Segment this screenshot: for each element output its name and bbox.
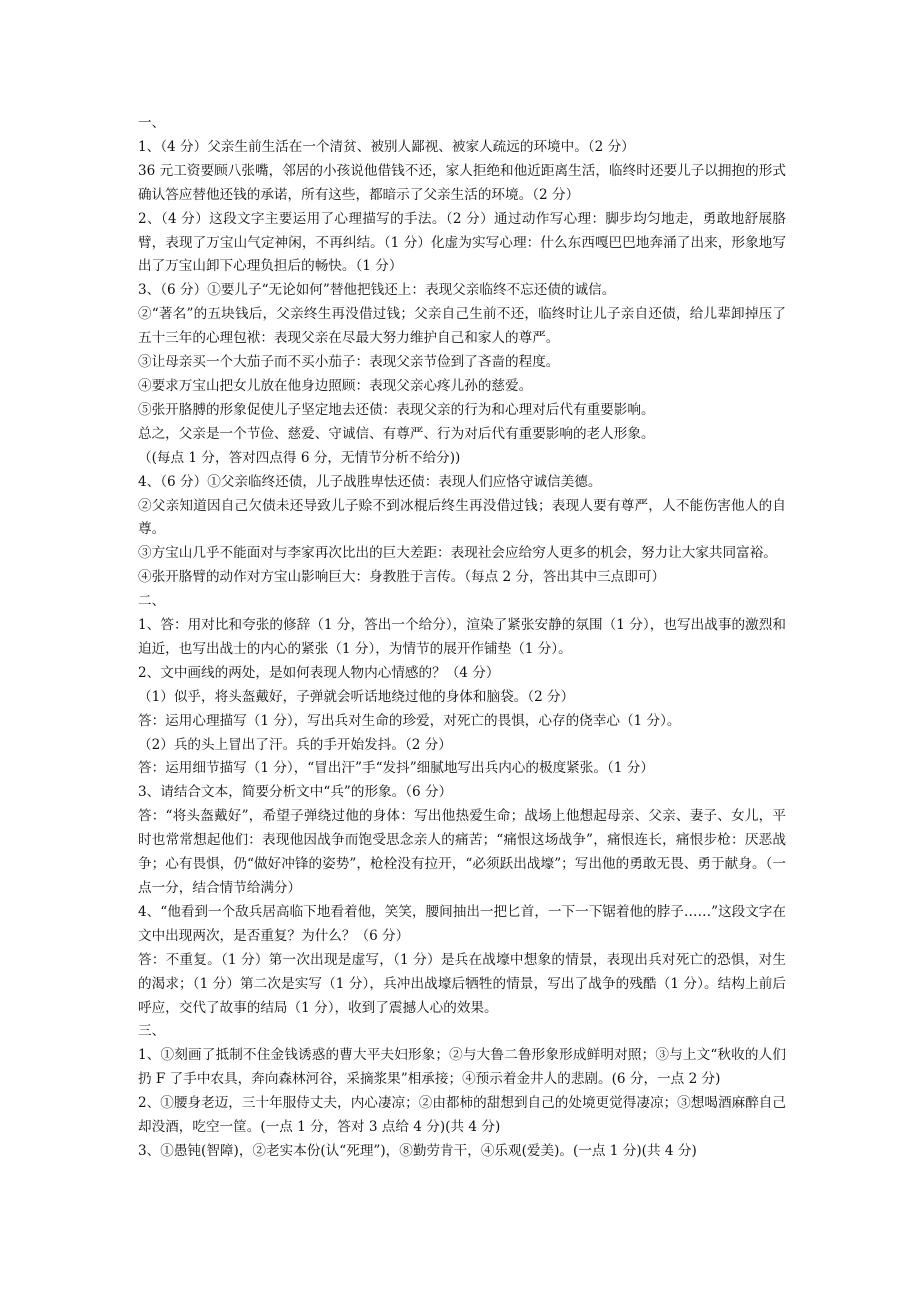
answer-line: ③方宝山几乎不能面对与李家再次比出的巨大差距：表现社会应给穷人更多的机会，努力让大家共同富裕。 [138,545,777,562]
answer-line: 3、①愚钝(智障)，②老实本份(认“死理”)，⑧勤劳肯干，④乐观(爱美)。(一点 1 分)(共 4 分) [138,1142,697,1159]
answer-line: 2、文中画线的两处，是如何表现人物内心情感的？（4 分） [138,664,500,681]
answer-line: 2、（4 分）这段文字主要运用了心理描写的手法。（2 分）通过动作写心理：脚步均匀地走，勇敢地舒展胳臂，表现了万宝山气定神闲，不再纠结。（1 分）化虚为实写心理：什么东西嘎巴巴地奔涌了出来，形象地写出了万宝山卸下心理负担后的畅快。（1 分） [138,210,786,275]
answer-line: 3、请结合文本，简要分析文中“兵”的形象。（6 分） [138,784,453,801]
section-heading-2: 二、 [138,593,166,610]
answer-line: ⑤张开胳膊的形象促使儿子坚定地去还债：表现父亲的行为和心理对后代有重要影响。 [138,401,655,418]
answer-line: 1、答：用对比和夸张的修辞（1 分，答出一个给分），渲染了紧张安静的氛围（1 分），也写出战事的激烈和迫近，也写出战士的内心的紧张（1 分），为情节的展开作铺垫（1 分）。 [138,617,786,657]
section-heading-3: 三、 [138,1023,166,1040]
answer-line: （(每点 1 分，答对四点得 6 分，无情节分析不给分)) [138,449,461,466]
answer-line: 1、（4 分）父亲生前生活在一个清贫、被别人鄙视、被家人疏远的环境中。（2 分） [138,138,635,155]
section-heading-1: 一、 [138,115,166,131]
answer-line: 总之，父亲是一个节俭、慈爱、守诚信、有尊严、行为对后代有重要影响的老人形象。 [138,425,655,442]
answer-line: 答：“将头盔戴好”，希望子弹绕过他的身体：写出他热爱生命；战场上他想起母亲、父亲、妻子、女儿，平时也常常想起他们：表现他因战争而饱受思念亲人的痛苦；“痛恨这场战争”，痛恨连长，痛恨步枪：厌恶战争；心有畏惧，仍“做好冲锋的姿势”，枪栓没有拉开，“必须跃出战壕”；写出他的勇敢无畏、勇于献身。（一点一分，结合情节给满分） [138,808,786,896]
answer-line: ②“著名”的五块钱后，父亲终生再没借过钱；父亲自己生前不还，临终时让儿子亲自还债，给儿辈卸掉压了五十三年的心理包袱：表现父亲在尽最大努力维护自己和家人的尊严。 [138,306,786,347]
answer-line: ③让母亲买一个大茄子而不买小茄子：表现父亲节俭到了吝啬的程度。 [138,354,560,371]
answer-line: ④张开胳臂的动作对方宝山影响巨大：身教胜于言传。（每点 2 分，答出其中三点即可） [138,569,666,586]
answer-line: 答：运用细节描写（1 分），“冒出汗”手“发抖”细腻地写出兵内心的极度紧张。（1 分） [138,760,654,777]
answer-line: 答：不重复。（1 分）第一次出现是虚写，（1 分）是兵在战壕中想象的情景，表现出兵对死亡的恐惧，对生的渴求；（1 分）第二次是实写（1 分），兵冲出战壕后牺牲的情景，写出了战争的残酷（1 分）。结构上前后呼应，交代了故事的结局（1 分），收到了震撼人心的效果。 [138,951,786,1016]
answer-line: （1）似乎，将头盔戴好，子弹就会听话地绕过他的身体和脑袋。（2 分） [138,688,575,705]
answer-line: 36 元工资要顾八张嘴，邻居的小孩说他借钱不还，家人拒绝和他近距离生活，临终时还要儿子以拥抱的形式确认答应替他还钱的承诺，所有这些，都暗示了父亲生活的环境。（2 分） [138,162,786,203]
answer-line: ②父亲知道因自己欠债未还导致儿子赊不到冰棍后终生再没借过钱；表现人要有尊严，人不能伤害他人的自尊。 [138,497,786,538]
answer-line: 1、①刻画了抵制不住金钱诱惑的曹大平夫妇形象；②与大鲁二鲁形象形成鲜明对照；③与上文“秋收的人们扔 F 了手中农具，奔向森林河谷，采摘浆果”相承接；④预示着金井人的悲剧。(6 分，一点 2 分) [138,1047,786,1088]
answer-line: ④要求万宝山把女儿放在他身边照顾：表现父亲心疼儿孙的慈爱。 [138,377,533,394]
answer-line: （2）兵的头上冒出了汗。兵的手开始发抖。（2 分） [138,736,452,753]
answer-line: 2、①腰身老迈，三十年服侍丈夫，内心凄凉；②由都柿的甜想到自己的处境更觉得凄凉；③想喝酒麻醉自己却没酒，吃空一筐。(一点 1 分，答对 3 点给 4 分)(共 4 分) [138,1095,786,1136]
answer-line: 4、“他看到一个敌兵居高临下地看着他，笑笑，腰间抽出一把匕首，一下一下锯着他的脖子……”这段文字在文中出现两次，是否重复？为什么？（6 分） [138,903,786,944]
answer-line: 3、（6 分）①要儿子“无论如何”替他把钱还上：表现父亲临终不忘还债的诚信。 [138,282,616,299]
answer-document [138,112,786,1164]
answer-line: 4、（6 分）①父亲临终还债，儿子战胜卑怯还债：表现人们应恪守诚信美德。 [138,473,602,490]
answer-line: 答：运用心理描写（1 分），写出兵对生命的珍爱，对死亡的畏惧，心存的侥幸心（1 分）。 [138,712,681,729]
